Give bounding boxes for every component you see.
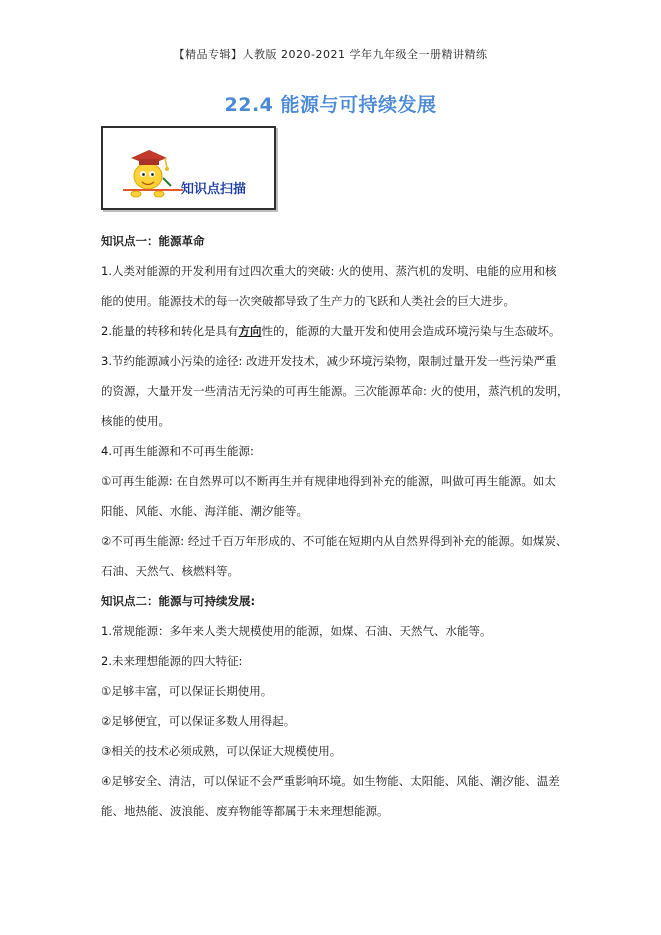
- section-heading: 知识点二：能源与可持续发展:: [101, 594, 256, 608]
- knowledge-scan-banner: [101, 126, 276, 210]
- page-title: 22.4 能源与可持续发展: [224, 94, 437, 116]
- paragraph-line: ②不可再生能源: 经过千百万年形成的、不可能在短期内从自然界得到补充的能源。如煤炭、: [101, 534, 568, 548]
- paragraph-line: ④足够安全、清洁，可以保证不会严重影响环境。如生物能、太阳能、风能、潮汐能、温差: [101, 774, 560, 788]
- running-header: 【精品专辑】人教版 2020-2021 学年九年级全一册精讲精练: [173, 48, 488, 61]
- paragraph-line: 石油、天然气、核燃料等。: [101, 564, 239, 578]
- paragraph-line: 能、地热能、波浪能、废弃物能等都属于未来理想能源。: [101, 804, 389, 818]
- paragraph-line: 4.可再生能源和不可再生能源:: [101, 444, 254, 458]
- paragraph-line: 1.常规能源：多年来人类大规模使用的能源，如煤、石油、天然气、水能等。: [101, 624, 492, 638]
- paragraph-line: 3.节约能源减小污染的途径: 改进开发技术，减少环境污染物，限制过量开发一些污染严重: [101, 354, 557, 368]
- paragraph-line: ①足够丰富，可以保证长期使用。: [101, 684, 273, 698]
- paragraph-line: ②足够便宜，可以保证多数人用得起。: [101, 714, 296, 728]
- banner-label: 知识点扫描: [181, 182, 247, 197]
- paragraph-line: 阳能、风能、水能、海洋能、潮汐能等。: [101, 504, 308, 518]
- paragraph-line: [101, 316, 571, 346]
- banner-underline: [123, 189, 183, 191]
- paragraph-line: ③相关的技术必须成熟，可以保证大规模使用。: [101, 744, 342, 758]
- text-run: 2.能量的转移和转化是具有: [101, 324, 239, 338]
- paragraph-line: 1.人类对能源的开发利用有过四次重大的突破: 火的使用、蒸汽机的发明、电能的应用和核: [101, 264, 557, 278]
- document-body: [101, 226, 571, 826]
- paragraph-line: 核能的使用。: [101, 414, 170, 428]
- text-run: 性的，能源的大量开发和使用会造成环境污染与生态破坏。: [261, 324, 561, 338]
- paragraph-line: 的资源，大量开发一些清洁无污染的可再生能源。三次能源革命: 火的使用，蒸汽机的发明，: [101, 384, 569, 398]
- section-heading: 知识点一：能源革命: [101, 234, 205, 248]
- paragraph-line: ①可再生能源: 在自然界可以不断再生并有规律地得到补充的能源，叫做可再生能源。如太: [101, 474, 556, 488]
- paragraph-line: 2.未来理想能源的四大特征:: [101, 654, 243, 668]
- emphasized-term: 方向: [238, 324, 262, 338]
- paragraph-line: 能的使用。能源技术的每一次突破都导致了生产力的飞跃和人类社会的巨大进步。: [101, 294, 515, 308]
